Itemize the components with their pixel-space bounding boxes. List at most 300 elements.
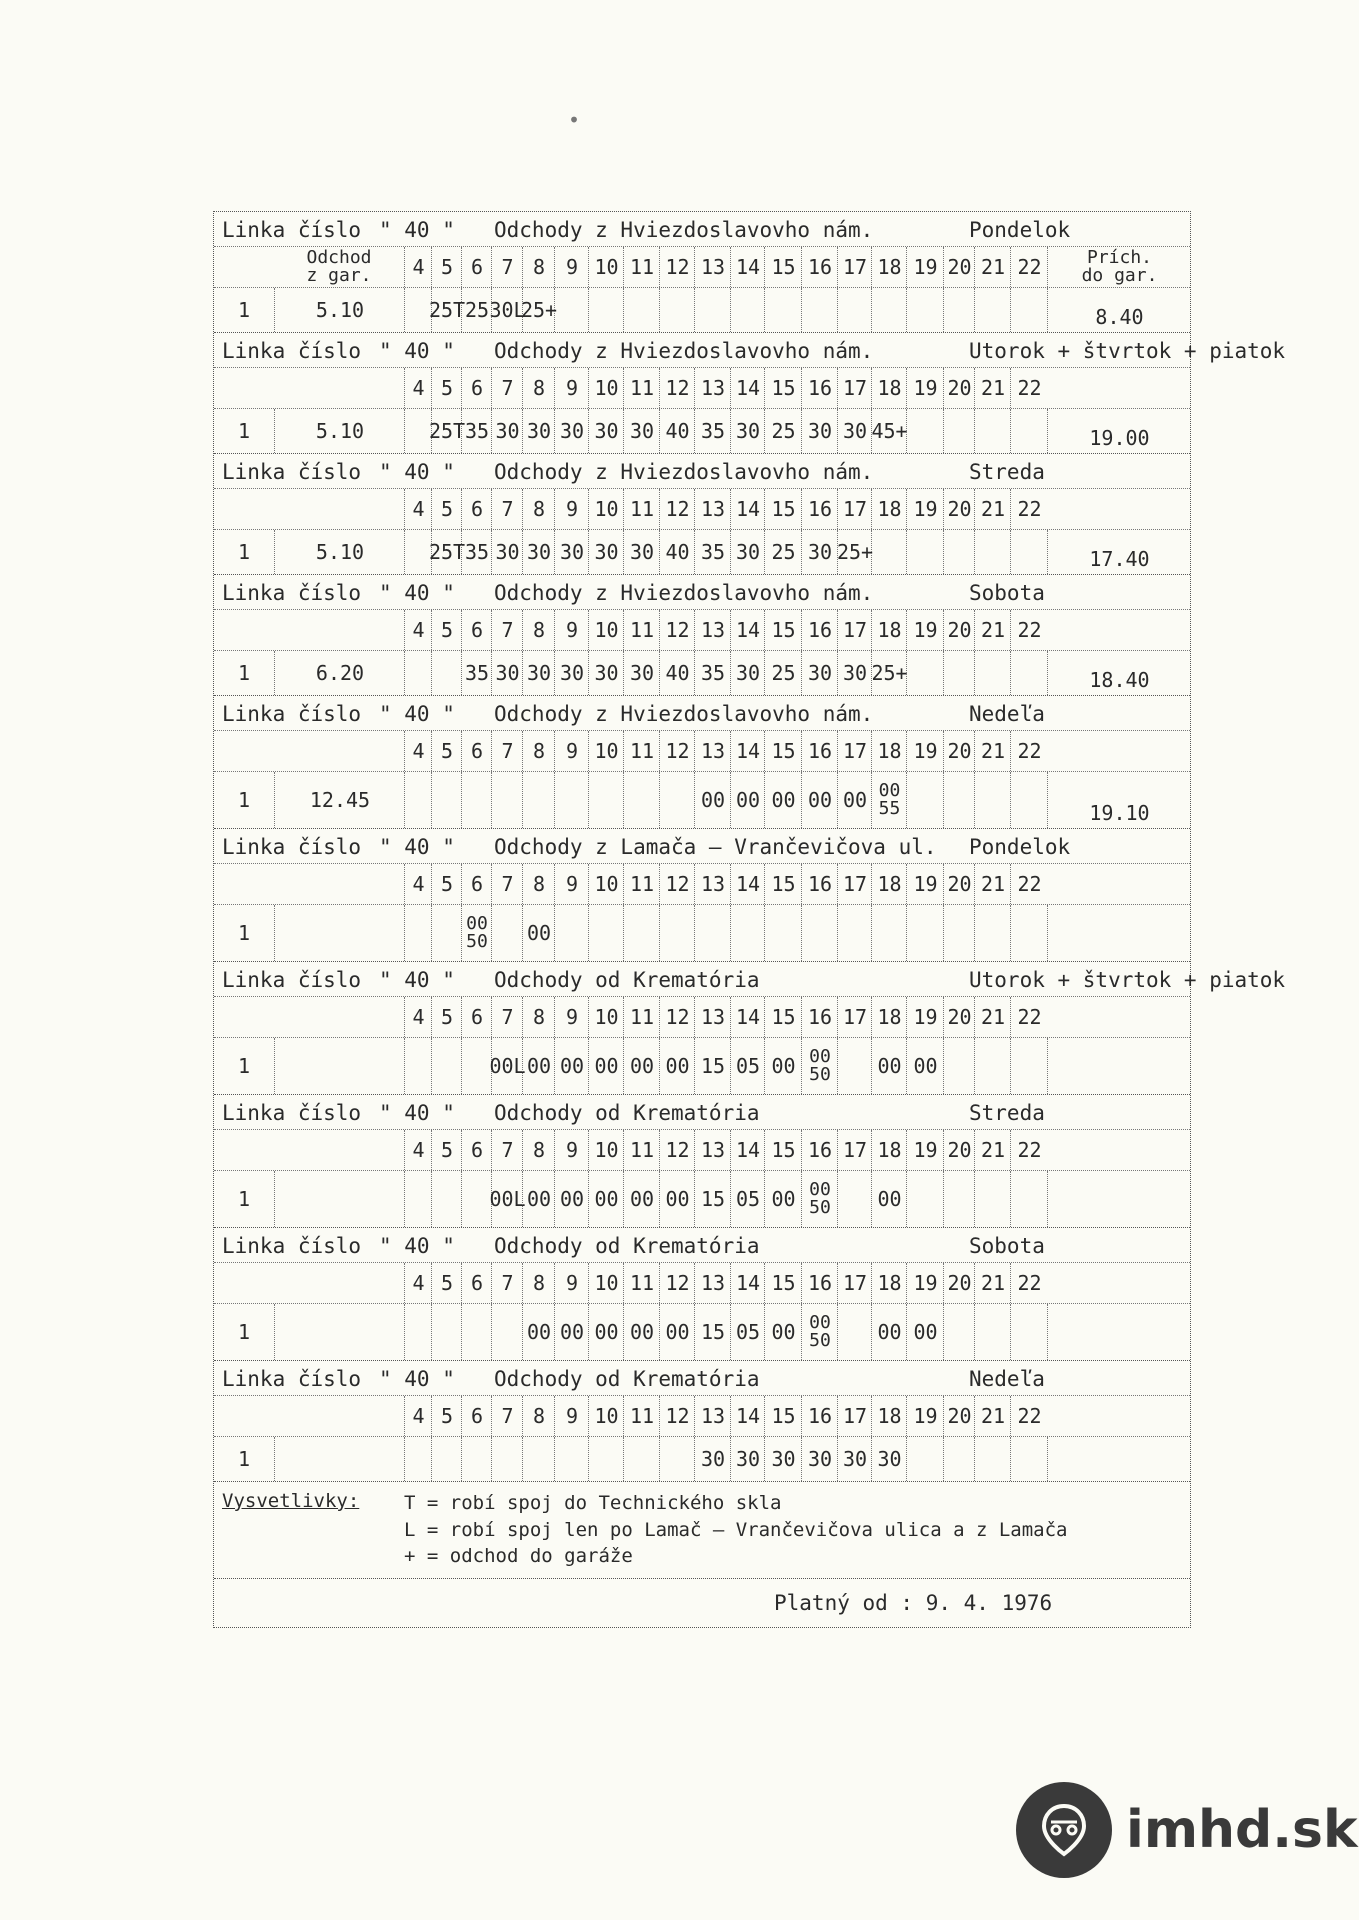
minute-cell-13: 15 [694, 1038, 731, 1094]
hour-18: 18 [871, 1263, 907, 1303]
day-label: Utorok + štvrtok + piatok [969, 339, 1286, 363]
hour-11: 11 [623, 610, 660, 650]
minute-cell-18 [871, 772, 907, 828]
minute-cell-19 [906, 905, 944, 961]
hour-12: 12 [659, 1263, 695, 1303]
line-number: " 40 " [379, 835, 455, 859]
minute-cell-5 [431, 651, 462, 695]
minute-cell-14 [730, 288, 765, 332]
departures-row [214, 408, 1190, 453]
hour-11: 11 [623, 864, 660, 904]
minute-cell-4 [404, 530, 432, 574]
hour-7: 7 [491, 1263, 523, 1303]
hour-12: 12 [659, 489, 695, 529]
minute-cell-13: 35 [694, 651, 731, 695]
minute-cell-15 [764, 905, 802, 961]
hour-7: 7 [491, 247, 523, 287]
prichod-label: Prích. [1086, 247, 1153, 268]
minute-cell-17: 30 [837, 651, 872, 695]
hour-5: 5 [431, 1396, 462, 1436]
hour-14: 14 [730, 610, 765, 650]
minute-cell-7 [491, 905, 523, 961]
arrival-to-garage: 18.40 [1047, 651, 1191, 695]
day-label: Pondelok [969, 835, 1071, 859]
hour-7: 7 [491, 731, 523, 771]
run-number: 1 [237, 787, 251, 812]
minute-cell-16 [801, 905, 838, 961]
hour-9: 9 [554, 1396, 589, 1436]
minute-cell-14: 05 [730, 1304, 765, 1360]
minute-cell-9: 30 [554, 530, 589, 574]
minute-cell-7: 30L [491, 288, 523, 332]
hour-14: 14 [730, 1130, 765, 1170]
minute-cell-15: 00 [764, 1304, 802, 1360]
minute-cell-22 [1010, 651, 1048, 695]
z-gar-label: z gar. [306, 265, 372, 286]
minute-cell-18 [871, 530, 907, 574]
line-label: Linka číslo [222, 581, 362, 605]
day-label: Streda [969, 1101, 1045, 1125]
hour-10: 10 [588, 610, 624, 650]
minute-value: 50 [809, 1197, 831, 1218]
hour-18: 18 [871, 731, 907, 771]
minute-cell-22 [1010, 288, 1048, 332]
minute-cell-9 [554, 288, 589, 332]
minute-cell-13: 15 [694, 1304, 731, 1360]
minute-cell-21 [974, 651, 1011, 695]
minute-cell-14: 30 [730, 530, 765, 574]
logo-text: imhd.sk [1126, 1800, 1358, 1860]
minute-cell-8: 00 [522, 1304, 555, 1360]
minute-cell-13 [694, 288, 731, 332]
arrival-garage-header [1047, 247, 1191, 287]
hour-19: 19 [906, 864, 944, 904]
hour-15: 15 [764, 368, 802, 408]
hour-18: 18 [871, 610, 907, 650]
section-header [214, 696, 1190, 730]
arrival-to-garage: 8.40 [1047, 288, 1191, 332]
minute-value: 50 [809, 1064, 831, 1085]
minute-cell-4 [404, 905, 432, 961]
hour-6: 6 [461, 997, 492, 1037]
minute-cell-9: 00 [554, 1038, 589, 1094]
legend-label: Vysvetlivky: [222, 1490, 360, 1512]
line-number: " 40 " [379, 702, 455, 726]
hour-10: 10 [588, 731, 624, 771]
minute-cell-8: 30 [522, 409, 555, 453]
minute-cell-15: 30 [764, 1437, 802, 1481]
direction-label: Odchody z Hviezdoslavovho nám. [494, 339, 874, 363]
minute-cell-8: 25+ [522, 288, 555, 332]
hour-14: 14 [730, 731, 765, 771]
minute-cell-15: 00 [764, 1038, 802, 1094]
departures-row [214, 529, 1190, 574]
minute-cell-17: 25+ [837, 530, 872, 574]
minute-cell-8 [522, 1437, 555, 1481]
minute-cell-6 [461, 772, 492, 828]
minute-cell-9: 00 [554, 1171, 589, 1227]
minute-cell-18: 25+ [871, 651, 907, 695]
line-label: Linka číslo [222, 1101, 362, 1125]
hour-16: 16 [801, 864, 838, 904]
minute-cell-10: 00 [588, 1304, 624, 1360]
hour-15: 15 [764, 1396, 802, 1436]
minute-value: 00 [809, 1179, 831, 1200]
minute-cell-11: 30 [623, 651, 660, 695]
hours-row [214, 367, 1190, 408]
minute-cell-13: 35 [694, 530, 731, 574]
direction-label: Odchody z Hviezdoslavovho nám. [494, 460, 874, 484]
line-number: " 40 " [379, 339, 455, 363]
day-label: Sobota [969, 581, 1045, 605]
day-label: Nedeľa [969, 702, 1045, 726]
hour-17: 17 [837, 1396, 872, 1436]
minute-cell-20 [943, 1171, 975, 1227]
minute-cell-15: 25 [764, 409, 802, 453]
direction-label: Odchody z Hviezdoslavovho nám. [494, 702, 874, 726]
minute-cell-19 [906, 530, 944, 574]
hour-13: 13 [694, 368, 731, 408]
minute-cell-6 [461, 1304, 492, 1360]
minute-cell-19 [906, 288, 944, 332]
minute-cell-5 [431, 1304, 462, 1360]
hour-6: 6 [461, 731, 492, 771]
hour-21: 21 [974, 997, 1011, 1037]
minute-cell-21 [974, 1304, 1011, 1360]
hour-14: 14 [730, 489, 765, 529]
minute-cell-9: 30 [554, 409, 589, 453]
minute-cell-17: 30 [837, 1437, 872, 1481]
minute-cell-18: 00 [871, 1038, 907, 1094]
hours-row [214, 1129, 1190, 1170]
section-header [214, 962, 1286, 996]
arrival-to-garage: 17.40 [1047, 530, 1191, 574]
minute-cell-20 [943, 651, 975, 695]
minute-cell-20 [943, 530, 975, 574]
minute-cell-17: 00 [837, 772, 872, 828]
departure-garage-header [274, 247, 404, 287]
section-header [214, 1228, 1190, 1262]
line-number: " 40 " [379, 1234, 455, 1258]
minute-cell-6 [461, 905, 492, 961]
hour-11: 11 [623, 489, 660, 529]
minute-cell-21 [974, 1038, 1011, 1094]
hour-17: 17 [837, 997, 872, 1037]
minute-cell-7: 30 [491, 530, 523, 574]
departures-row [214, 1436, 1190, 1481]
direction-label: Odchody z Lamača – Vrančevičova ul. [494, 835, 937, 859]
line-label: Linka číslo [222, 1367, 362, 1391]
minute-cell-14: 30 [730, 1437, 765, 1481]
hours-row [214, 863, 1190, 904]
hour-14: 14 [730, 1263, 765, 1303]
minute-cell-16 [801, 288, 838, 332]
line-number: " 40 " [379, 218, 455, 242]
minute-cell-10: 00 [588, 1038, 624, 1094]
minute-cell-21 [974, 288, 1011, 332]
hour-8: 8 [522, 610, 555, 650]
hour-6: 6 [461, 489, 492, 529]
minute-cell-9 [554, 772, 589, 828]
hour-20: 20 [943, 864, 975, 904]
hours-row [214, 730, 1190, 771]
minute-cell-21 [974, 530, 1011, 574]
timetable-section [214, 962, 1286, 1095]
arrival-to-garage [1047, 1038, 1191, 1094]
hour-20: 20 [943, 368, 975, 408]
minute-cell-17 [837, 1171, 872, 1227]
minute-cell-13: 35 [694, 409, 731, 453]
hour-7: 7 [491, 368, 523, 408]
legend [214, 1482, 1190, 1579]
hour-11: 11 [623, 731, 660, 771]
timetable-section [214, 333, 1286, 454]
hour-20: 20 [943, 997, 975, 1037]
minute-cell-19 [906, 651, 944, 695]
minute-value: 00 [809, 1046, 831, 1067]
minute-cell-18: 45+ [871, 409, 907, 453]
hour-19: 19 [906, 247, 944, 287]
minute-cell-15: 00 [764, 1171, 802, 1227]
hour-21: 21 [974, 610, 1011, 650]
minute-cell-17 [837, 1038, 872, 1094]
hour-8: 8 [522, 1396, 555, 1436]
timetable-section [214, 575, 1190, 696]
hour-7: 7 [491, 997, 523, 1037]
hour-10: 10 [588, 997, 624, 1037]
minute-cell-20 [943, 1038, 975, 1094]
minute-cell-21 [974, 1171, 1011, 1227]
hour-10: 10 [588, 1130, 624, 1170]
hour-21: 21 [974, 864, 1011, 904]
hour-6: 6 [461, 247, 492, 287]
departure-from-garage [274, 1304, 405, 1360]
line-label: Linka číslo [222, 1234, 362, 1258]
arrival-to-garage: 19.10 [1047, 772, 1191, 828]
minute-cell-22 [1010, 1171, 1048, 1227]
run-number: 1 [237, 660, 251, 685]
minute-cell-14: 05 [730, 1038, 765, 1094]
departure-from-garage [274, 905, 405, 961]
minute-cell-12: 00 [659, 1304, 695, 1360]
hour-6: 6 [461, 610, 492, 650]
hour-15: 15 [764, 610, 802, 650]
minute-cell-5: 25T [431, 409, 462, 453]
minute-cell-7 [491, 1304, 523, 1360]
minute-cell-10: 00 [588, 1171, 624, 1227]
section-header [214, 575, 1190, 609]
minute-cell-11: 00 [623, 1171, 660, 1227]
hour-16: 16 [801, 1396, 838, 1436]
minute-cell-6: 25 [461, 288, 492, 332]
hour-15: 15 [764, 1130, 802, 1170]
minute-cell-14: 00 [730, 772, 765, 828]
hour-15: 15 [764, 997, 802, 1037]
hour-7: 7 [491, 610, 523, 650]
hour-22: 22 [1010, 1263, 1048, 1303]
hour-13: 13 [694, 1263, 731, 1303]
direction-label: Odchody z Hviezdoslavovho nám. [494, 218, 874, 242]
hour-21: 21 [974, 1396, 1011, 1436]
timetable-section [214, 696, 1190, 829]
line-label: Linka číslo [222, 968, 362, 992]
run-number: 1 [237, 1446, 251, 1471]
hours-row [214, 609, 1190, 650]
minute-cell-8 [522, 772, 555, 828]
hour-13: 13 [694, 997, 731, 1037]
minute-cell-4 [404, 1437, 432, 1481]
minute-cell-5: 25T [431, 530, 462, 574]
hour-21: 21 [974, 731, 1011, 771]
minute-cell-5 [431, 1171, 462, 1227]
minute-cell-16: 30 [801, 651, 838, 695]
hour-9: 9 [554, 610, 589, 650]
departures-row [214, 1170, 1190, 1227]
hour-20: 20 [943, 610, 975, 650]
location-pin-icon [1016, 1782, 1112, 1878]
hour-21: 21 [974, 1130, 1011, 1170]
minute-cell-14: 30 [730, 409, 765, 453]
minute-cell-10 [588, 772, 624, 828]
hour-11: 11 [623, 997, 660, 1037]
minute-cell-6: 35 [461, 409, 492, 453]
minute-value: 00 [466, 913, 488, 934]
section-header [214, 333, 1286, 367]
hour-9: 9 [554, 1130, 589, 1170]
minute-cell-16 [801, 1038, 838, 1094]
minute-cell-6 [461, 1171, 492, 1227]
minute-cell-22 [1010, 1304, 1048, 1360]
hour-10: 10 [588, 247, 624, 287]
hour-5: 5 [431, 247, 462, 287]
hour-5: 5 [431, 368, 462, 408]
hour-22: 22 [1010, 997, 1048, 1037]
minute-cell-9: 30 [554, 651, 589, 695]
minute-cell-10: 30 [588, 530, 624, 574]
minute-cell-11 [623, 1437, 660, 1481]
hour-17: 17 [837, 1263, 872, 1303]
hours-row [214, 996, 1190, 1037]
minute-cell-18: 00 [871, 1171, 907, 1227]
hour-22: 22 [1010, 731, 1048, 771]
minute-cell-19: 00 [906, 1038, 944, 1094]
minute-cell-12: 40 [659, 409, 695, 453]
minute-cell-13 [694, 905, 731, 961]
arrival-to-garage [1047, 1304, 1191, 1360]
hour-19: 19 [906, 489, 944, 529]
minute-cell-10 [588, 905, 624, 961]
minute-cell-12: 00 [659, 1038, 695, 1094]
hour-19: 19 [906, 1396, 944, 1436]
hour-8: 8 [522, 247, 555, 287]
minute-cell-20 [943, 905, 975, 961]
departure-from-garage: 5.10 [274, 409, 405, 453]
hour-5: 5 [431, 997, 462, 1037]
day-label: Streda [969, 460, 1045, 484]
arrival-to-garage [1047, 1437, 1191, 1481]
section-header [214, 212, 1190, 246]
legend-line: T = robí spoj do Technického skla [404, 1492, 782, 1514]
hour-6: 6 [461, 1263, 492, 1303]
hour-9: 9 [554, 864, 589, 904]
hour-4: 4 [404, 368, 432, 408]
hour-16: 16 [801, 1263, 838, 1303]
departures-row [214, 1037, 1190, 1094]
timetable-section [214, 212, 1190, 333]
minute-cell-14: 05 [730, 1171, 765, 1227]
minute-cell-16: 30 [801, 530, 838, 574]
minute-cell-22 [1010, 409, 1048, 453]
minute-cell-5 [431, 1038, 462, 1094]
minute-cell-16: 30 [801, 409, 838, 453]
departures-row [214, 1303, 1190, 1360]
hour-20: 20 [943, 1396, 975, 1436]
hour-14: 14 [730, 864, 765, 904]
departure-from-garage: 6.20 [274, 651, 405, 695]
line-label: Linka číslo [222, 460, 362, 484]
run-number: 1 [237, 297, 251, 322]
hour-18: 18 [871, 997, 907, 1037]
hour-6: 6 [461, 1130, 492, 1170]
minute-cell-12 [659, 288, 695, 332]
minute-cell-6 [461, 1437, 492, 1481]
day-label: Nedeľa [969, 1367, 1045, 1391]
hour-15: 15 [764, 731, 802, 771]
hour-20: 20 [943, 1130, 975, 1170]
hour-15: 15 [764, 1263, 802, 1303]
minute-cell-19 [906, 772, 944, 828]
hour-10: 10 [588, 368, 624, 408]
minute-value: 50 [466, 931, 488, 952]
hour-8: 8 [522, 864, 555, 904]
hour-19: 19 [906, 731, 944, 771]
hour-19: 19 [906, 1263, 944, 1303]
minute-cell-4 [404, 1038, 432, 1094]
run-number: 1 [237, 1319, 251, 1344]
minute-cell-7 [491, 1437, 523, 1481]
hour-13: 13 [694, 247, 731, 287]
odchod-label: Odchod [306, 247, 372, 268]
minute-cell-5 [431, 772, 462, 828]
minute-cell-8: 30 [522, 651, 555, 695]
hour-9: 9 [554, 247, 589, 287]
minute-cell-7 [491, 772, 523, 828]
minute-cell-17 [837, 905, 872, 961]
hour-5: 5 [431, 864, 462, 904]
hour-14: 14 [730, 368, 765, 408]
hour-12: 12 [659, 997, 695, 1037]
minute-cell-12 [659, 772, 695, 828]
minute-cell-17 [837, 288, 872, 332]
hour-17: 17 [837, 247, 872, 287]
hours-row [214, 1395, 1190, 1436]
minute-cell-4 [404, 651, 432, 695]
minute-cell-22 [1010, 1038, 1048, 1094]
departure-from-garage [274, 1038, 405, 1094]
minute-cell-19 [906, 1171, 944, 1227]
hours-row [214, 488, 1190, 529]
arrival-to-garage [1047, 1171, 1191, 1227]
hour-4: 4 [404, 1396, 432, 1436]
timetable-section [214, 1361, 1190, 1482]
section-header [214, 829, 1190, 863]
minute-cell-10 [588, 288, 624, 332]
hour-11: 11 [623, 1263, 660, 1303]
hour-6: 6 [461, 368, 492, 408]
line-number: " 40 " [379, 460, 455, 484]
hour-17: 17 [837, 731, 872, 771]
minute-cell-21 [974, 1437, 1011, 1481]
